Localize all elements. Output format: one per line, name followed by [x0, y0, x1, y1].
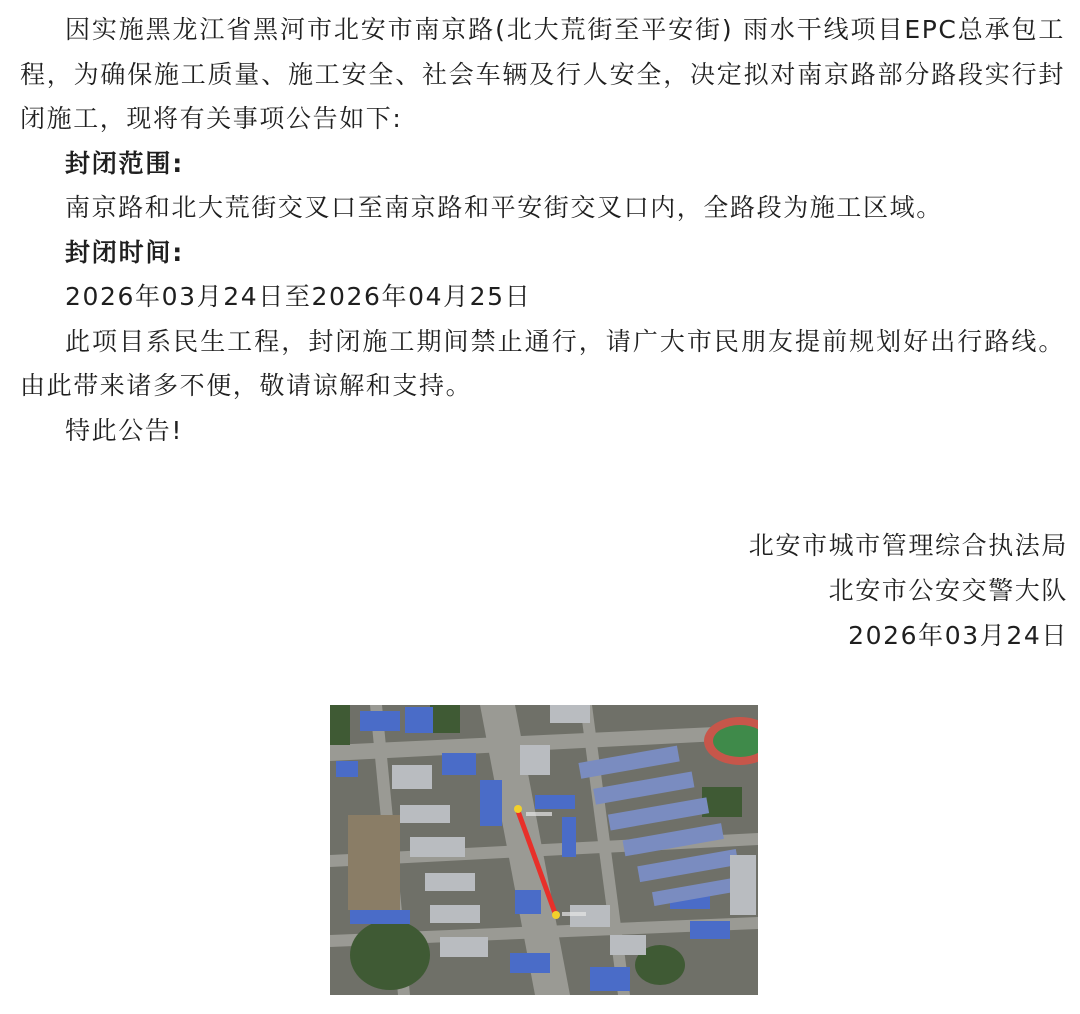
closing-line: 特此公告!: [65, 415, 184, 445]
scope-heading: 封闭范围:: [65, 148, 184, 178]
time-heading: 封闭时间:: [65, 237, 184, 267]
appeal-paragraph: 此项目系民生工程，封闭施工期间禁止通行，请广大市民朋友提前规划好出行路线。由此带来诸多不便，敬请谅解和支持。: [20, 326, 1065, 400]
notice-body: [20, 8, 1065, 453]
satellite-map-image: [330, 705, 758, 995]
intro-paragraph: 因实施黑龙江省黑河市北安市南京路(北大荒街至平安街) 雨水干线项目EPC总承包工程，为确保施工质量、施工安全、社会车辆及行人安全，决定拟对南京路部分路段实行封闭施工，现将有关事项公告如下:: [20, 15, 1065, 133]
signature-org-urban-management: 北安市城市管理综合执法局: [748, 531, 1068, 560]
signature-org-traffic-police: 北安市公安交警大队: [828, 576, 1068, 605]
signature-date: 2026年03月24日: [848, 621, 1068, 650]
signature-block: [749, 523, 1068, 658]
satellite-map: [330, 705, 758, 995]
scope-text: 南京路和北大荒街交叉口至南京路和平安街交叉口内，全路段为施工区域。: [65, 193, 943, 222]
time-text: 2026年03月24日至2026年04月25日: [65, 282, 532, 311]
